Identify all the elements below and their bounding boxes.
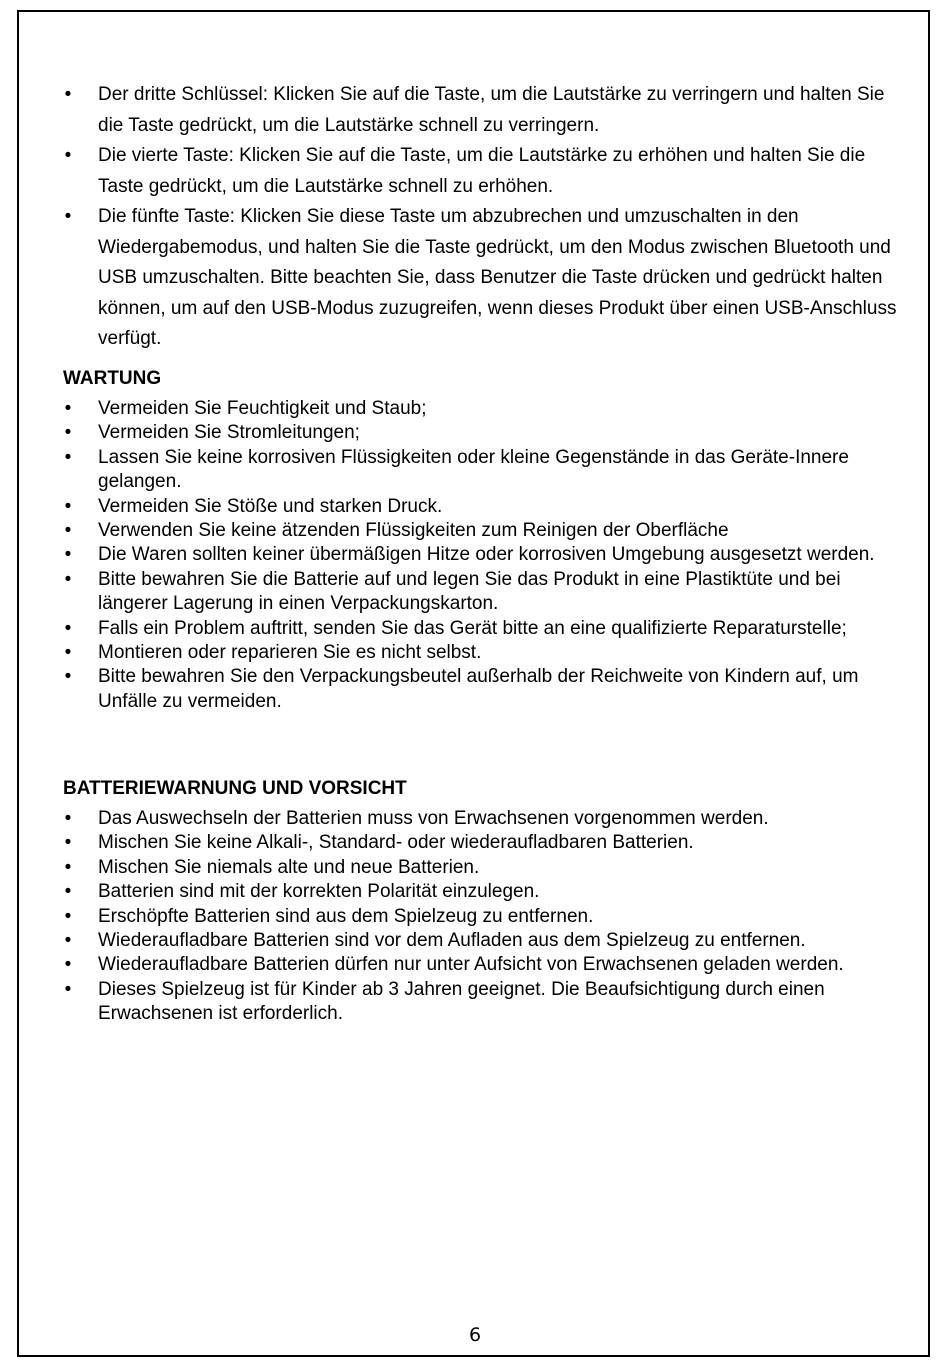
bullet-icon: • [64, 495, 72, 517]
list-item [63, 617, 903, 641]
list-item-text: Der dritte Schlüssel: Klicken Sie auf die Taste, um die Lautstärke zu verringern und halten Sie die Taste gedrückt, um die Lautstärke schnell zu verringern. [98, 84, 885, 136]
list-item-text: Montieren oder reparieren Sie es nicht selbst. [98, 642, 482, 664]
battery-warning-heading: BATTERIEWARNUNG UND VORSICHT [63, 778, 407, 799]
bullet-icon: • [64, 145, 72, 166]
bullet-icon: • [64, 617, 72, 639]
bullet-icon: • [64, 978, 72, 1000]
list-item [63, 641, 903, 665]
bullet-icon: • [64, 930, 72, 952]
list-item-text: Mischen Sie niemals alte und neue Batterien. [98, 856, 480, 878]
list-item [63, 807, 903, 831]
list-item-text: Die vierte Taste: Klicken Sie auf die Taste, um die Lautstärke zu erhöhen und halten Sie die Taste gedrückt, um die Lautstärke schnell zu erhöhen. [98, 145, 866, 197]
bullet-icon: • [64, 446, 72, 468]
list-item-text: Wiederaufladbare Batterien sind vor dem Aufladen aus dem Spielzeug zu entfernen. [98, 930, 806, 952]
list-item [63, 880, 903, 904]
list-item [63, 495, 903, 519]
list-item-text: Verwenden Sie keine ätzenden Flüssigkeiten zum Reinigen der Oberfläche [98, 520, 729, 542]
bullet-icon: • [64, 642, 72, 664]
list-item-text: Vermeiden Sie Stöße und starken Druck. [98, 495, 443, 517]
list-item [63, 80, 903, 141]
bullet-icon: • [64, 544, 72, 566]
list-item [63, 665, 903, 714]
list-item [63, 856, 903, 880]
bullet-icon: • [64, 520, 72, 542]
bullet-icon: • [64, 568, 72, 590]
list-item-text: Vermeiden Sie Feuchtigkeit und Staub; [98, 398, 427, 419]
bullet-icon: • [64, 808, 72, 829]
button-functions-list [63, 80, 903, 355]
list-item-text: Das Auswechseln der Batterien muss von Erwachsenen vorgenommen werden. [98, 808, 769, 829]
list-item [63, 202, 903, 355]
list-item [63, 929, 903, 953]
list-item-text: Erschöpfte Batterien sind aus dem Spielzeug zu entfernen. [98, 905, 594, 927]
list-item [63, 978, 903, 1027]
maintenance-list [63, 397, 903, 714]
bullet-icon: • [64, 422, 72, 444]
list-item-text: Mischen Sie keine Alkali-, Standard- oder wiederaufladbaren Batterien. [98, 832, 694, 854]
bullet-icon: • [64, 881, 72, 903]
list-item [63, 953, 903, 977]
bullet-icon: • [64, 666, 72, 688]
list-item-text: Bitte bewahren Sie die Batterie auf und legen Sie das Produkt in eine Plastiktüte und bei längerer Lagerung in einen Verpackungskarton. [98, 568, 841, 615]
bullet-icon: • [64, 832, 72, 854]
bullet-icon: • [64, 398, 72, 419]
list-item [63, 905, 903, 929]
battery-warning-list [63, 807, 903, 1027]
maintenance-heading: WARTUNG [63, 368, 162, 389]
list-item [63, 397, 903, 421]
list-item-text: Die fünfte Taste: Klicken Sie diese Taste um abzubrechen und umzuschalten in den Wiedergabemodus, und halten Sie die Taste gedrückt, um den Modus zwischen Bluetooth und USB umzuschalten. Bitte beachten Sie, dass Benutzer die Taste drücken und gedrückt halten können, um auf den USB-Modus zuzugreifen, wenn dieses Produkt über einen USB-Anschluss verfügt. [98, 206, 897, 349]
list-item-text: Batterien sind mit der korrekten Polarität einzulegen. [98, 881, 540, 903]
list-item [63, 446, 903, 495]
list-item [63, 421, 903, 445]
bullet-icon: • [64, 856, 72, 878]
list-item-text: Wiederaufladbare Batterien dürfen nur unter Aufsicht von Erwachsenen geladen werden. [98, 954, 844, 976]
list-item [63, 141, 903, 202]
list-item-text: Vermeiden Sie Stromleitungen; [98, 422, 360, 444]
list-item-text: Dieses Spielzeug ist für Kinder ab 3 Jahren geeignet. Die Beaufsichtigung durch einen Erwachsenen ist erforderlich. [98, 978, 825, 1025]
list-item-text: Bitte bewahren Sie den Verpackungsbeutel außerhalb der Reichweite von Kindern auf, um Unfälle zu vermeiden. [98, 666, 859, 712]
list-item-text: Die Waren sollten keiner übermäßigen Hitze oder korrosiven Umgebung ausgesetzt werden. [98, 544, 875, 566]
bullet-icon: • [64, 84, 72, 105]
bullet-icon: • [64, 905, 72, 927]
list-item-text: Lassen Sie keine korrosiven Flüssigkeiten oder kleine Gegenstände in das Geräte-Innere gelangen. [98, 446, 849, 493]
list-item [63, 831, 903, 855]
list-item [63, 519, 903, 543]
list-item-text: Falls ein Problem auftritt, senden Sie das Gerät bitte an eine qualifizierte Reparaturstelle; [98, 617, 847, 639]
bullet-icon: • [64, 954, 72, 976]
page-number: 6 [468, 1324, 482, 1346]
bullet-icon: • [64, 206, 72, 227]
list-item [63, 543, 903, 567]
list-item [63, 568, 903, 617]
